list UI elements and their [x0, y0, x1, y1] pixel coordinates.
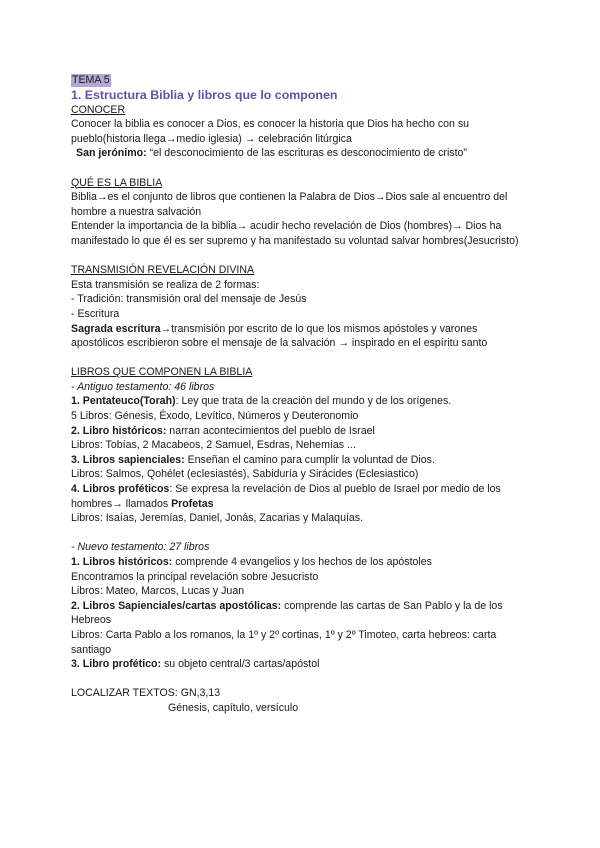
- at-s3-text: Enseñan el camino para cumplir la voluntad de Dios.: [184, 453, 435, 466]
- at-profeticos: [71, 482, 533, 511]
- transmision-intro: Esta transmisión se realiza de 2 formas:: [71, 278, 260, 291]
- nt-s3-text: su objeto central/3 cartas/apóstol: [161, 658, 320, 671]
- nt-historicos: [71, 555, 533, 570]
- at-s4-books: Libros: Isaías, Jeremías, Daniel, Jonás, Zacarias y Malaquías.: [71, 512, 364, 525]
- quote-author: San jerónimo:: [76, 147, 147, 160]
- at-s2-books: Libros: Tobías, 2 Macabeos, 2 Samuel, Esdras, Nehemías ...: [71, 439, 356, 452]
- quote-text: “el desconocimiento de las escrituras es desconocimiento de cristo”: [146, 147, 467, 160]
- conocer-quote: [71, 146, 533, 161]
- localizar-textos: LOCALIZAR TEXTOS: GN,3,13: [71, 687, 221, 700]
- nt-s3-label: 3. Libro profético:: [71, 658, 162, 671]
- nt-s2-label: 2. Libros Sapienciales/cartas apostólicas:: [71, 599, 282, 612]
- que-es-p2: Entender la importancia de la biblia→ acudir hecho revelación de Dios (hombres)→ Dios ha manifestado lo que él es ser supremo y ha manifestado su voluntad salvar hombres(Jesucristo): [71, 220, 519, 247]
- at-s3-books: Libros: Salmos, Qohélet (eclesiastés), Sabiduría y Sirácides (Eclesiastico): [71, 468, 419, 481]
- heading-transmision: TRANSMISIÓN REVELACIÓN DIVINA: [71, 264, 255, 277]
- nt-s1-text: comprende 4 evangelios y los hechos de los apóstoles: [172, 556, 432, 568]
- transmision-item-escritura: - Escritura: [71, 307, 120, 320]
- nt-label: - Nuevo testamento: 27 libros: [71, 541, 210, 554]
- at-s2-label: 2. Libro históricos:: [71, 424, 167, 437]
- at-s1-label: 1. Pentateuco(Torah): [71, 395, 176, 408]
- transmision-item-tradicion: - Tradición: transmisión oral del mensaje de Jesús: [71, 293, 307, 306]
- nt-s1-label: 1. Libros históricos:: [71, 556, 173, 568]
- conocer-text: Conocer la biblia es conocer a Dios, es conocer la historia que Dios ha hecho con su pueblo(historia llega→medio iglesia) → celebración litúrgica: [71, 118, 470, 145]
- at-s2-text: narran acontecimientos del pueblo de Israel: [166, 424, 375, 437]
- localizar-sub: Génesis, capítulo, versículo: [168, 701, 299, 714]
- at-s4-label: 4. Libros proféticos: [71, 483, 170, 496]
- nt-s2-text: comprende las cartas de San Pablo y la de los Hebreos: [71, 599, 503, 627]
- nt-s1-books: Libros: Mateo, Marcos, Lucas y Juan: [71, 585, 245, 598]
- nt-s2-books: Libros: Carta Pablo a los romanos, la 1º y 2º cortinas, 1º y 2º Timoteo, carta hebreos: carta santiago: [71, 628, 497, 656]
- sagrada-escritura: [71, 322, 533, 351]
- at-s4-text: : Se expresa la revelación de Dios al pueblo de Israel por medio de los hombres→ llamados: [71, 483, 501, 510]
- at-historicos: [71, 424, 533, 439]
- heading-libros: LIBROS QUE COMPONEN LA BIBLIA: [71, 366, 253, 379]
- heading-conocer: CONOCER: [71, 103, 126, 116]
- nt-sapienciales: [71, 599, 533, 628]
- document-body: [71, 73, 533, 716]
- at-s1-text: : Ley que trata de la creación del mundo y de los orígenes.: [175, 395, 452, 408]
- sagrada-text: →transmisión por escrito de lo que los mismos apóstoles y varones apostólicos escribieron sobre el mensaje de la salvación → inspirado en el espíritu santo: [71, 322, 488, 350]
- nt-profetico: [71, 657, 533, 672]
- at-pentateuco: [71, 394, 533, 409]
- document-title: 1. Estructura Biblia y libros que lo componen: [71, 87, 338, 102]
- nt-s1-extra: Encontramos la principal revelación sobre Jesucristo: [71, 570, 319, 583]
- at-s3-label: 3. Libros sapienciales:: [71, 453, 185, 466]
- sagrada-label: Sagrada escritura: [71, 322, 161, 335]
- at-sapienciales: [71, 453, 533, 468]
- heading-que-es: QUÉ ES LA BIBLIA: [71, 176, 163, 189]
- at-s4-bold: Profetas: [171, 497, 214, 510]
- at-s1-books: 5 Libros: Génesis, Éxodo, Levítico, Números y Deuteronomio: [71, 410, 359, 423]
- at-label: - Antiguo testamento: 46 libros: [71, 380, 215, 393]
- que-es-p1: Biblia→es el conjunto de libros que contienen la Palabra de Dios→Dios sale al encuentro del hombre a nuestra salvación: [71, 191, 508, 218]
- topic-tag: TEMA 5: [72, 74, 110, 86]
